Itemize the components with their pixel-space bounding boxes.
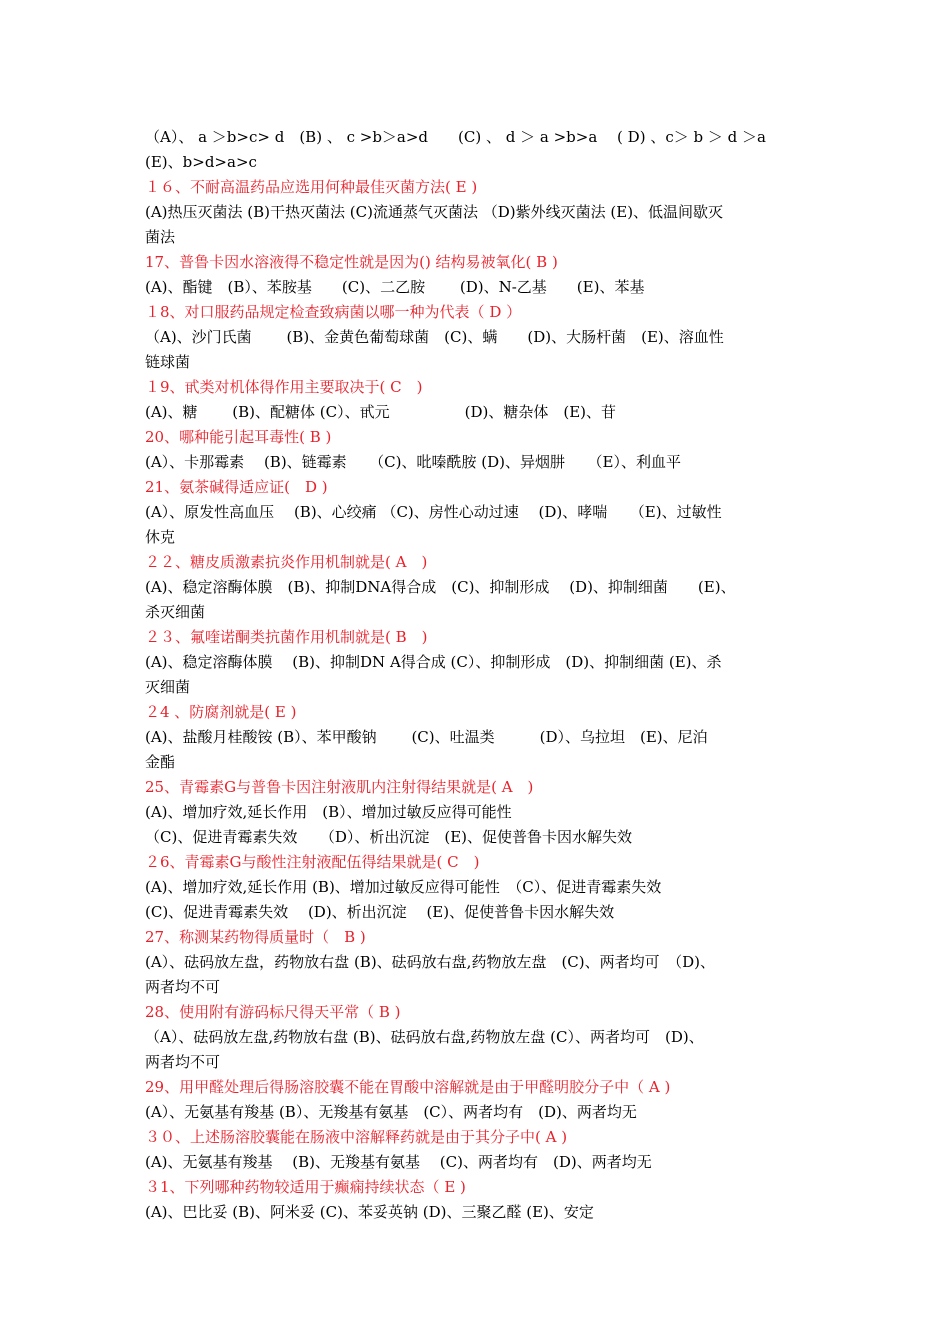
question-line: ２6、青霉素G与酸性注射液配伍得结果就是( C ) bbox=[145, 853, 480, 871]
question-line: １8、对口服药品规定检查致病菌以哪一种为代表（ D ） bbox=[145, 303, 522, 321]
answer-line: (A)热压灭菌法 (B)干热灭菌法 (C)流通蒸气灭菌法 （D)紫外线灭菌法 (E)、低温间歇灭 bbox=[145, 203, 724, 221]
question-line: 27、称测某药物得质量时（ B ) bbox=[145, 928, 366, 946]
answer-line: (A)、盐酸月桂酸铵 (B）、苯甲酸钠 (C)、吐温类 (D）、乌拉坦 (E)、尼泊 bbox=[145, 728, 708, 746]
question-line: １9、甙类对机体得作用主要取决于( C ) bbox=[145, 378, 423, 396]
answer-line: 金酯 bbox=[145, 753, 176, 771]
document-body bbox=[145, 125, 813, 1225]
question-line: ２4 、防腐剂就是( E ) bbox=[145, 703, 297, 721]
answer-line: （C)、促进青霉素失效 （D）、析出沉淀 (E)、促使普鲁卡因水解失效 bbox=[145, 828, 633, 846]
answer-line: (A)、糖 (B)、配糖体 (C）、甙元 (D)、糖杂体 (E)、苷 bbox=[145, 403, 617, 421]
answer-line: (C)、促进青霉素失效 (D)、析出沉淀 (E)、促使普鲁卡因水解失效 bbox=[145, 903, 615, 921]
answer-line: (A)、酯键 (B）、苯胺基 (C)、二乙胺 (D)、N-乙基 (E)、苯基 bbox=[145, 278, 645, 296]
question-line: 20、哪种能引起耳毒性( B ) bbox=[145, 428, 332, 446]
answer-line: (A）、砝码放左盘，药物放右盘 (B)、砝码放右盘,药物放左盘 (C)、两者均可 （D)、 bbox=[145, 953, 716, 971]
question-line: 25、青霉素G与普鲁卡因注射液肌内注射得结果就是( A ) bbox=[145, 778, 534, 796]
answer-line: 休克 bbox=[145, 528, 176, 546]
answer-line: (A）、原发性高血压 (B)、心绞痛 （C)、房性心动过速 (D)、哮喘 （E)、过敏性 bbox=[145, 503, 722, 521]
answer-line: 两者均不可 bbox=[145, 978, 221, 996]
answer-line: (A）、无氨基有羧基 (B）、无羧基有氨基 (C）、两者均有 (D)、两者均无 bbox=[145, 1103, 637, 1121]
answer-line: （A）、砝码放左盘,药物放右盘 (B)、砝码放右盘,药物放左盘 (C）、两者均可 (D)、 bbox=[145, 1028, 704, 1046]
answer-line: 菌法 bbox=[145, 228, 176, 246]
question-line: １６、不耐高温药品应选用何种最佳灭菌方法( E ) bbox=[145, 178, 478, 196]
question-line: ２３、氟喹诺酮类抗菌作用机制就是( B ) bbox=[145, 628, 428, 646]
question-line: 21、氨茶碱得适应证( D ) bbox=[145, 478, 328, 496]
answer-line: 杀灭细菌 bbox=[145, 603, 206, 621]
answer-line: 链球菌 bbox=[145, 353, 191, 371]
answer-line: (A)、增加疗效,延长作用 (B)、增加过敏反应得可能性 （C）、促进青霉素失效 bbox=[145, 878, 662, 896]
question-line: ３０、上述肠溶胶囊能在肠液中溶解释药就是由于其分子中( A ) bbox=[145, 1128, 568, 1146]
answer-line: (A）、卡那霉素 (B)、链霉素 （C)、吡嗪酰胺 (D)、异烟肼 （E）、利血平 bbox=[145, 453, 681, 471]
answer-line: 灭细菌 bbox=[145, 678, 191, 696]
question-line: 29、用甲醛处理后得肠溶胶囊不能在胃酸中溶解就是由于甲醛明胶分子中（ A ) bbox=[145, 1078, 671, 1096]
question-line: 28、使用附有游码标尺得天平常（ B ) bbox=[145, 1003, 401, 1021]
answer-line: (E)、b>d>a>c bbox=[145, 153, 257, 171]
answer-line: (A)、无氨基有羧基 (B)、无羧基有氨基 (C)、两者均有 (D)、两者均无 bbox=[145, 1153, 652, 1171]
answer-line: (A)、巴比妥 (B)、阿米妥 (C)、苯妥英钠 (D)、三聚乙醛 (E)、安定 bbox=[145, 1203, 594, 1221]
answer-line: (A)、稳定溶酶体膜 (B)、抑制DN A得合成 (C）、抑制形成 (D)、抑制细菌 (E)、杀 bbox=[145, 653, 722, 671]
question-line: 17、普鲁卡因水溶液得不稳定性就是因为() 结构易被氧化( B ) bbox=[145, 253, 558, 271]
question-line: ３1、下列哪种药物较适用于癫痫持续状态（ E ) bbox=[145, 1178, 466, 1196]
answer-line: （A)、沙门氏菌 (B)、金黄色葡萄球菌 (C)、螨 (D)、大肠杆菌 (E)、溶血性 bbox=[145, 328, 724, 346]
answer-line: （A）、 a ＞b>c> d (B) 、 c >b＞a>d (C) 、 d ＞ a >b>a ( D) 、c＞ b ＞ d ＞a bbox=[145, 128, 766, 146]
answer-line: (A)、稳定溶酶体膜 (B)、抑制DNA得合成 (C)、抑制形成 (D)、抑制细菌 (E)、 bbox=[145, 578, 736, 596]
answer-line: 两者均不可 bbox=[145, 1053, 221, 1071]
question-line: ２２、糖皮质激素抗炎作用机制就是( A ) bbox=[145, 553, 428, 571]
answer-line: (A)、增加疗效,延长作用 (B）、增加过敏反应得可能性 bbox=[145, 803, 512, 821]
